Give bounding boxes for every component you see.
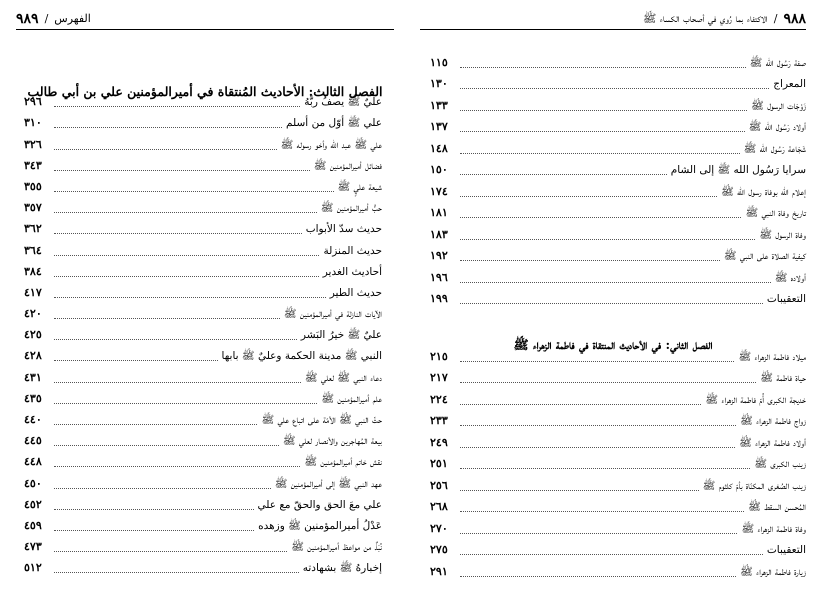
chapter-three-entries (24, 90, 382, 577)
dot-leader (54, 403, 317, 404)
entry-page-number: ٢١٥ (430, 349, 448, 363)
toc-entry (24, 450, 382, 471)
entry-title: زيارة فاطمة الزهراء ﷺ (740, 565, 806, 578)
dot-leader (460, 425, 736, 426)
entry-page-number: ٢٩١ (430, 564, 448, 578)
dot-leader (54, 170, 310, 171)
entry-title: صفة رَسُول الله ﷺ (749, 56, 806, 69)
toc-entry (24, 154, 382, 175)
entry-title: عليٌ ﷺ يصفُ ربَّهُ (304, 96, 382, 109)
toc-entry (430, 50, 806, 72)
entry-page-number: ٥١٢ (24, 561, 42, 575)
toc-entry (24, 238, 382, 259)
toc-entry (430, 244, 806, 266)
entry-title: بيعة المُهاجرين والأنصار لعلي ﷺ (282, 435, 382, 448)
dot-leader (460, 174, 667, 175)
dot-leader (460, 511, 744, 512)
entry-title: المعراج (773, 78, 806, 90)
dot-leader (54, 297, 326, 298)
entry-title: حديث الطير (329, 286, 382, 299)
entry-page-number: ٤٤٠ (24, 413, 42, 426)
entry-title: النبي ﷺ مدينة الحكمة وعليٌ ﷺ بابها (221, 350, 382, 363)
entry-title: عليٌ ﷺ خيرُ البَشر (300, 329, 382, 342)
entry-title: زينب الكبرى ﷺ (754, 458, 806, 470)
left-running-header (16, 8, 394, 30)
entry-page-number: ٢٤٩ (430, 435, 448, 449)
entry-page-number: ٢١٧ (430, 371, 448, 384)
dot-leader (460, 447, 735, 448)
entry-page-number: ١٩٩ (430, 292, 448, 305)
entry-page-number: ٣٨٤ (24, 264, 42, 278)
right-page-number: ٩٨٨ (783, 10, 806, 27)
entry-page-number: ١٧٤ (430, 184, 448, 198)
entry-page-number: ٤٢٠ (24, 307, 42, 321)
entry-page-number: ١٩٢ (430, 249, 448, 262)
toc-entry (430, 473, 806, 495)
entry-title: شَجَاعة رَسُول الله ﷺ (743, 142, 806, 155)
toc-entry (430, 179, 806, 201)
dot-leader (460, 67, 746, 68)
toc-entry (430, 495, 806, 517)
entry-title: وفاة فاطمة الزهراء ﷺ (741, 522, 806, 535)
toc-entry (24, 323, 382, 344)
dot-leader (460, 303, 763, 304)
dot-leader (460, 110, 747, 111)
toc-entry (24, 556, 382, 577)
entry-page-number: ٤٧٣ (24, 540, 42, 554)
dot-leader (460, 260, 720, 261)
toc-entry (430, 136, 806, 158)
toc-entry (24, 429, 382, 450)
dot-leader (54, 360, 218, 361)
entry-title: خديجة الكبرى أُمّ فاطمة الزهراء ﷺ (705, 393, 806, 406)
entry-page-number: ٤١٧ (24, 285, 42, 299)
entry-title: الآيات النازلة في أميرالمؤمنين ﷺ (283, 308, 382, 321)
dot-leader (460, 217, 741, 218)
toc-entry (24, 302, 382, 323)
chapter-two-heading: الفصل الثاني: في الأحاديث المنتقاة في فاطمة الزهراء ﷺ (513, 337, 713, 353)
left-page-number: ٩٨٩ (16, 10, 39, 27)
dot-leader (460, 282, 771, 283)
entry-page-number: ٤٤٨ (24, 455, 42, 469)
entry-page-number: ٢٥١ (430, 457, 448, 470)
toc-entry (24, 196, 382, 217)
entry-page-number: ٣١٠ (24, 116, 42, 130)
entry-title: سرايا رَسُول الله ﷺ إلى الشام (670, 164, 806, 176)
entry-title: زواج فاطمة الزهراء ﷺ (740, 415, 806, 427)
dot-leader (460, 153, 740, 154)
entry-page-number: ٣٦٢ (24, 222, 42, 236)
entry-page-number: ٢٣٣ (430, 414, 448, 427)
dot-leader (54, 488, 271, 489)
entry-title: المُحسن السقط ﷺ (748, 501, 806, 513)
toc-entry (24, 90, 382, 111)
entry-page-number: ٢٧٥ (430, 543, 448, 556)
toc-entry (430, 344, 806, 366)
entry-page-number: ١٨٣ (430, 227, 448, 241)
entry-title: زينب الصُغرى المكنّاة بأمّ كلثوم ﷺ (702, 479, 806, 492)
entry-title: علي ﷺ عبد الله وأخو رسوله ﷺ (280, 138, 382, 151)
entry-title: أولاد رَسُول الله ﷺ (748, 121, 806, 133)
toc-entry (24, 281, 382, 302)
dot-leader (460, 131, 745, 132)
toc-entry (430, 222, 806, 244)
entry-title: علم أميرالمؤمنين ﷺ (321, 392, 382, 405)
entry-page-number: ١١٥ (430, 55, 448, 69)
entry-title: عهد النبي ﷺ إلى أميرالمؤمنين ﷺ (274, 477, 382, 490)
entry-page-number: ٢٩٦ (24, 95, 42, 109)
dot-leader (460, 361, 734, 362)
dot-leader (460, 554, 763, 555)
entry-title: حديث المنزلة (323, 244, 382, 257)
entry-title: أولاده ﷺ (774, 271, 806, 284)
entry-title: علي معَ الحق والحقّ مع علي (257, 498, 382, 511)
dot-leader (54, 572, 299, 573)
entry-title: حياة فاطمة ﷺ (760, 372, 806, 384)
entry-title: دعاء النبي ﷺ لعلي ﷺ (304, 371, 382, 384)
entry-title: نُبَذٌ من مواعظ أميرالمؤمنين ﷺ (291, 541, 382, 554)
chapter-one-entries (430, 50, 806, 308)
entry-page-number: ١٩٦ (430, 270, 448, 284)
entry-title: زَوْجَات الرسول ﷺ (751, 99, 806, 112)
dot-leader (54, 530, 254, 531)
entry-page-number: ٤٣١ (24, 370, 42, 384)
chapter-two-entries (430, 344, 806, 581)
toc-entry (430, 72, 806, 94)
entry-title: كيفية الصلاة على النبي ﷺ (723, 250, 806, 262)
toc-entry (24, 260, 382, 281)
toc-entry (24, 493, 382, 514)
dot-leader (460, 382, 756, 383)
toc-entry (430, 516, 806, 538)
chapter-three-heading: الفصل الثالث: الأحاديث المُنتقاة في أميرالمؤمنين علي بن أبي طالب (27, 84, 383, 100)
entry-title: حثّ النبي ﷺ الأمّة على اتباع علي ﷺ (261, 414, 382, 426)
entry-page-number: ٣٥٥ (24, 179, 42, 193)
entry-title: التعقيبات (766, 293, 806, 305)
entry-title: حديث سدّ الأبواب (305, 223, 382, 236)
entry-page-number: ٢٦٨ (430, 500, 448, 513)
dot-leader (54, 255, 319, 256)
dot-leader (460, 239, 755, 240)
entry-title: نقش خاتم أميرالمؤمنين ﷺ (304, 456, 382, 469)
entry-page-number: ٤٥٢ (24, 497, 42, 511)
toc-entry (24, 344, 382, 365)
toc-entry (24, 408, 382, 429)
toc-entry (24, 132, 382, 153)
dot-leader (460, 468, 750, 469)
dot-leader (54, 509, 254, 510)
entry-page-number: ١٥٠ (430, 163, 448, 176)
entry-title: حبُّ أميرالمؤمنين ﷺ (320, 202, 382, 215)
entry-page-number: ١٨١ (430, 206, 448, 219)
entry-title: فضائل أميرالمؤمنين ﷺ (313, 159, 382, 172)
toc-entry (430, 538, 806, 560)
toc-entry (430, 430, 806, 452)
dot-leader (54, 466, 300, 467)
entry-title: أولاد فاطمة الزهراء ﷺ (739, 436, 806, 449)
dot-leader (54, 445, 279, 446)
dot-leader (460, 576, 736, 577)
entry-page-number: ١٤٨ (430, 141, 448, 155)
entry-title: شيعة عليٍ ﷺ (337, 180, 382, 193)
entry-title: علي ﷺ أوّل من أسلم (286, 117, 382, 130)
entry-page-number: ٢٧٠ (430, 521, 448, 535)
toc-entry (24, 471, 382, 492)
dot-leader (54, 551, 287, 552)
dot-leader (54, 191, 334, 192)
entry-page-number: ٢٢٤ (430, 392, 448, 406)
toc-entry (430, 265, 806, 287)
entry-page-number: ٣٥٧ (24, 201, 42, 215)
entry-page-number: ١٣٠ (430, 77, 448, 90)
dot-leader (54, 233, 302, 234)
toc-entry (24, 175, 382, 196)
entry-page-number: ١٣٣ (430, 98, 448, 112)
entry-page-number: ٤٣٥ (24, 391, 42, 405)
entry-title: التعقيبات (766, 544, 806, 556)
toc-entry (24, 535, 382, 556)
dot-leader (54, 339, 297, 340)
toc-entry (24, 514, 382, 535)
entry-page-number: ٤٤٥ (24, 434, 42, 448)
entry-title: إعلام الله بوفاة رسول الله ﷺ (721, 185, 806, 198)
toc-entry (24, 365, 382, 386)
dot-leader (54, 424, 257, 425)
right-page (410, 0, 817, 605)
toc-entry (430, 93, 806, 115)
entry-page-number: ٣٤٣ (24, 158, 42, 172)
dot-leader (54, 276, 319, 277)
left-header-title: الفهرس (54, 11, 91, 25)
entry-title: عَدْلُ أميرالمؤمنين ﷺ وزهده (258, 519, 382, 532)
entry-page-number: ٤٥٩ (24, 518, 42, 532)
entry-page-number: ٤٢٨ (24, 349, 42, 363)
right-running-header (420, 8, 806, 30)
dot-leader (460, 533, 737, 534)
entry-page-number: ٣٦٤ (24, 243, 42, 257)
dot-leader (460, 404, 701, 405)
toc-entry (430, 387, 806, 409)
entry-page-number: ٣٢٦ (24, 137, 42, 151)
toc-entry (430, 409, 806, 431)
header-separator: / (44, 11, 49, 25)
entry-page-number: ١٣٧ (430, 120, 448, 133)
dot-leader (54, 149, 277, 150)
toc-entry (430, 366, 806, 388)
entry-title: وفاة الرسول ﷺ (759, 228, 806, 241)
entry-title: إخبارهُ ﷺ بشهادته (302, 562, 382, 575)
entry-page-number: ٢٥٦ (430, 478, 448, 492)
toc-entry (430, 158, 806, 180)
toc-entry (24, 387, 382, 408)
entry-title: ميلاد فاطمة الزهراء ﷺ (738, 350, 806, 363)
dot-leader (460, 88, 769, 89)
toc-entry (430, 452, 806, 474)
dot-leader (54, 127, 282, 128)
dot-leader (54, 318, 280, 319)
header-separator: / (773, 11, 778, 25)
dot-leader (460, 490, 699, 491)
entry-title: أحاديث الغدير (322, 265, 382, 278)
toc-entry (430, 115, 806, 137)
entry-page-number: ٤٢٥ (24, 328, 42, 342)
dot-leader (460, 196, 717, 197)
toc-entry (24, 111, 382, 132)
toc-entry (430, 559, 806, 581)
dot-leader (54, 212, 317, 213)
toc-entry (24, 217, 382, 238)
toc-entry (430, 287, 806, 309)
entry-page-number: ٤٥٠ (24, 476, 42, 490)
dot-leader (54, 382, 301, 383)
right-header-title: الاكتفاء بما رُوي في أصحاب الكساء ﷺ (642, 11, 768, 25)
dot-leader (54, 106, 300, 107)
toc-entry (430, 201, 806, 223)
entry-title: تاريخ وفاة النبي ﷺ (745, 207, 806, 219)
